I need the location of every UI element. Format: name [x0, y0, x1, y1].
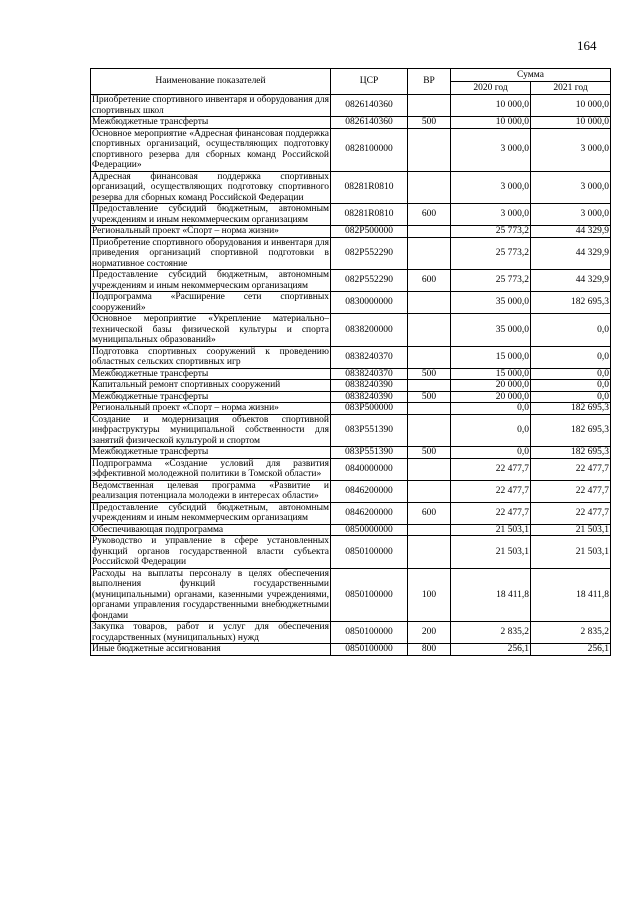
row-2020-cell: 25 773,2	[451, 237, 531, 270]
row-2020-cell: 3 000,0	[451, 128, 531, 171]
row-2021-cell: 10 000,0	[531, 95, 611, 117]
row-2020-cell: 3 000,0	[451, 171, 531, 204]
table-row	[91, 403, 611, 415]
table-row	[91, 292, 611, 314]
row-csr-cell: 0846200000	[331, 502, 408, 524]
row-2021-cell: 182 695,3	[531, 447, 611, 459]
row-name-cell: Создание и модернизация объектов спортивной инфраструктуры муниципальной собственности для занятий физической культурой и спортом	[92, 414, 329, 446]
row-2021-cell: 0,0	[531, 346, 611, 368]
row-vr-cell	[408, 171, 451, 204]
row-2021-cell: 3 000,0	[531, 171, 611, 204]
table-row	[91, 622, 611, 644]
table-row	[91, 380, 611, 392]
row-2021-cell: 22 477,7	[531, 480, 611, 502]
table-row	[91, 502, 611, 524]
row-vr-cell: 600	[408, 270, 451, 292]
row-vr-cell	[408, 403, 451, 415]
table-row	[91, 204, 611, 226]
row-csr-cell: 0840000000	[331, 458, 408, 480]
row-name-cell: Адресная финансовая поддержка спортивных организаций, осуществляющих подготовку спортивного резерва для сборных команд Российской Федерации	[92, 171, 329, 203]
row-vr-cell: 500	[408, 391, 451, 403]
row-2021-cell: 44 329,9	[531, 237, 611, 270]
row-csr-cell: 082P552290	[331, 237, 408, 270]
row-2021-cell: 10 000,0	[531, 117, 611, 129]
row-vr-cell: 800	[408, 644, 451, 656]
row-csr-cell: 0828100000	[331, 128, 408, 171]
row-2021-cell: 256,1	[531, 644, 611, 656]
row-vr-cell	[408, 95, 451, 117]
row-2020-cell: 0,0	[451, 414, 531, 447]
row-2020-cell: 256,1	[451, 644, 531, 656]
row-2020-cell: 22 477,7	[451, 458, 531, 480]
row-vr-cell	[408, 480, 451, 502]
row-2021-cell: 18 411,8	[531, 568, 611, 622]
row-name-cell: Основное мероприятие «Адресная финансовая поддержка спортивных организаций, осуществляющих подготовку спортивного резерва для сборных команд Российской Федерации»	[92, 128, 329, 170]
table-row	[91, 346, 611, 368]
row-vr-cell	[408, 536, 451, 569]
row-2020-cell: 18 411,8	[451, 568, 531, 622]
row-vr-cell	[408, 414, 451, 447]
row-csr-cell: 0838240370	[331, 368, 408, 380]
row-2020-cell: 3 000,0	[451, 204, 531, 226]
table-row	[91, 480, 611, 502]
row-csr-cell: 083P551390	[331, 447, 408, 459]
row-csr-cell: 0838240370	[331, 346, 408, 368]
row-2021-cell: 182 695,3	[531, 414, 611, 447]
row-name-cell: Приобретение спортивного оборудования и инвентаря для приведения организаций спортивной подготовки в нормативное состояние	[92, 237, 329, 269]
row-2020-cell: 35 000,0	[451, 292, 531, 314]
row-2021-cell: 182 695,3	[531, 403, 611, 415]
row-name-cell: Подпрограмма «Расширение сети спортивных сооружений»	[92, 292, 329, 313]
row-name-cell: Межбюджетные трансферты	[91, 117, 331, 129]
row-name-cell: Расходы на выплаты персоналу в целях обеспечения выполнения функций государственными (муниципальными) органами, казенными учреждениями, органами управления государственными внебюджетными фондами	[92, 568, 329, 621]
row-name-cell: Предоставление субсидий бюджетным, автономным учреждениям и иным некоммерческим организациям	[92, 204, 329, 225]
row-2020-cell: 25 773,2	[451, 226, 531, 238]
table-row	[91, 458, 611, 480]
row-csr-cell: 0830000000	[331, 292, 408, 314]
row-name-cell: Межбюджетные трансферты	[91, 447, 331, 459]
row-vr-cell: 500	[408, 447, 451, 459]
row-vr-cell	[408, 237, 451, 270]
table-row	[91, 270, 611, 292]
row-name-cell: Основное мероприятие «Укрепление материально–технической базы физической культуры и спорта муниципальных образований»	[92, 314, 329, 345]
row-vr-cell	[408, 458, 451, 480]
row-2021-cell: 44 329,9	[531, 226, 611, 238]
row-name-cell: Руководство и управление в сфере установленных функций органов государственной власти субъекта Российской Федерации	[92, 536, 329, 567]
row-name-cell: Межбюджетные трансферты	[91, 391, 331, 403]
row-csr-cell: 0826140360	[331, 117, 408, 129]
table-row	[91, 391, 611, 403]
row-vr-cell	[408, 346, 451, 368]
row-2021-cell: 0,0	[531, 391, 611, 403]
row-2021-cell: 182 695,3	[531, 292, 611, 314]
table-row	[91, 117, 611, 129]
table-row	[91, 644, 611, 656]
row-name-cell: Предоставление субсидий бюджетным, автономным учреждениям и иным некоммерческим организациям	[92, 502, 329, 523]
row-2021-cell: 0,0	[531, 314, 611, 347]
row-2020-cell: 22 477,7	[451, 502, 531, 524]
table-row	[91, 447, 611, 459]
row-vr-cell	[408, 128, 451, 171]
row-csr-cell: 0850100000	[331, 568, 408, 622]
header-year-2021: 2021 год	[531, 82, 611, 95]
row-name-cell: Иные бюджетные ассигнования	[91, 644, 331, 656]
row-name-cell: Подготовка спортивных сооружений к проведению областных сельских спортивных игр	[92, 346, 329, 367]
row-2020-cell: 0,0	[451, 447, 531, 459]
row-vr-cell	[408, 524, 451, 536]
row-name-cell: Межбюджетные трансферты	[91, 368, 331, 380]
row-2021-cell: 2 835,2	[531, 622, 611, 644]
row-2020-cell: 22 477,7	[451, 480, 531, 502]
row-csr-cell: 083P551390	[331, 414, 408, 447]
row-csr-cell: 0838200000	[331, 314, 408, 347]
row-csr-cell: 0850100000	[331, 536, 408, 569]
row-csr-cell: 0850100000	[331, 644, 408, 656]
table-row	[91, 95, 611, 117]
row-2021-cell: 3 000,0	[531, 128, 611, 171]
row-2021-cell: 0,0	[531, 368, 611, 380]
row-2020-cell: 15 000,0	[451, 368, 531, 380]
row-2020-cell: 21 503,1	[451, 536, 531, 569]
table-row	[91, 568, 611, 622]
header-sum: Сумма	[451, 69, 611, 82]
row-vr-cell: 600	[408, 204, 451, 226]
row-2020-cell: 25 773,2	[451, 270, 531, 292]
page-number: 164	[577, 38, 597, 53]
row-csr-cell: 0826140360	[331, 95, 408, 117]
row-csr-cell: 08281R0810	[331, 171, 408, 204]
row-name-cell: Закупка товаров, работ и услуг для обеспечения государственных (муниципальных) нужд	[92, 622, 329, 643]
table-row	[91, 368, 611, 380]
row-vr-cell: 600	[408, 502, 451, 524]
row-name-cell: Ведомственная целевая программа «Развитие и реализация потенциала молодежи в интересах области»	[92, 480, 329, 501]
row-name-cell: Предоставление субсидий бюджетным, автономным учреждениям и иным некоммерческим организациям	[92, 270, 329, 291]
row-2020-cell: 10 000,0	[451, 117, 531, 129]
row-2020-cell: 35 000,0	[451, 314, 531, 347]
row-2021-cell: 22 477,7	[531, 458, 611, 480]
row-name-cell: Обеспечивающая подпрограмма	[91, 524, 331, 536]
row-name-cell: Капитальный ремонт спортивных сооружений	[91, 380, 331, 392]
row-csr-cell: 0846200000	[331, 480, 408, 502]
table-body	[91, 95, 611, 656]
row-vr-cell: 200	[408, 622, 451, 644]
row-2020-cell: 2 835,2	[451, 622, 531, 644]
row-vr-cell: 500	[408, 117, 451, 129]
row-csr-cell: 0850100000	[331, 622, 408, 644]
header-csr: ЦСР	[331, 69, 408, 95]
row-2021-cell: 21 503,1	[531, 524, 611, 536]
row-csr-cell: 08281R0810	[331, 204, 408, 226]
header-year-2020: 2020 год	[451, 82, 531, 95]
table-row	[91, 524, 611, 536]
row-2020-cell: 20 000,0	[451, 391, 531, 403]
table-row	[91, 237, 611, 270]
row-2021-cell: 44 329,9	[531, 270, 611, 292]
row-2020-cell: 21 503,1	[451, 524, 531, 536]
row-2021-cell: 3 000,0	[531, 204, 611, 226]
row-name-cell: Приобретение спортивного инвентаря и оборудования для спортивных школ	[92, 95, 329, 116]
row-vr-cell	[408, 226, 451, 238]
row-2020-cell: 20 000,0	[451, 380, 531, 392]
table-row	[91, 128, 611, 171]
header-vr: ВР	[408, 69, 451, 95]
row-vr-cell	[408, 380, 451, 392]
table-row	[91, 314, 611, 347]
row-vr-cell	[408, 314, 451, 347]
row-csr-cell: 0850000000	[331, 524, 408, 536]
row-name-cell: Региональный проект «Спорт – норма жизни»	[91, 226, 331, 238]
header-name: Наименование показателей	[91, 69, 331, 95]
table-row	[91, 414, 611, 447]
row-csr-cell: 0838240390	[331, 391, 408, 403]
row-csr-cell: 0838240390	[331, 380, 408, 392]
table-row	[91, 226, 611, 238]
table-row	[91, 536, 611, 569]
budget-table	[90, 68, 611, 656]
row-vr-cell	[408, 292, 451, 314]
row-csr-cell: 083P500000	[331, 403, 408, 415]
row-name-cell: Подпрограмма «Создание условий для развития эффективной молодежной политики в Томской области»	[92, 458, 329, 479]
row-2020-cell: 0,0	[451, 403, 531, 415]
row-name-cell: Региональный проект «Спорт – норма жизни»	[91, 403, 331, 415]
table-row	[91, 171, 611, 204]
row-2020-cell: 15 000,0	[451, 346, 531, 368]
row-2020-cell: 10 000,0	[451, 95, 531, 117]
row-csr-cell: 082P500000	[331, 226, 408, 238]
row-2021-cell: 22 477,7	[531, 502, 611, 524]
row-2021-cell: 21 503,1	[531, 536, 611, 569]
row-vr-cell: 100	[408, 568, 451, 622]
row-2021-cell: 0,0	[531, 380, 611, 392]
row-vr-cell: 500	[408, 368, 451, 380]
row-csr-cell: 082P552290	[331, 270, 408, 292]
